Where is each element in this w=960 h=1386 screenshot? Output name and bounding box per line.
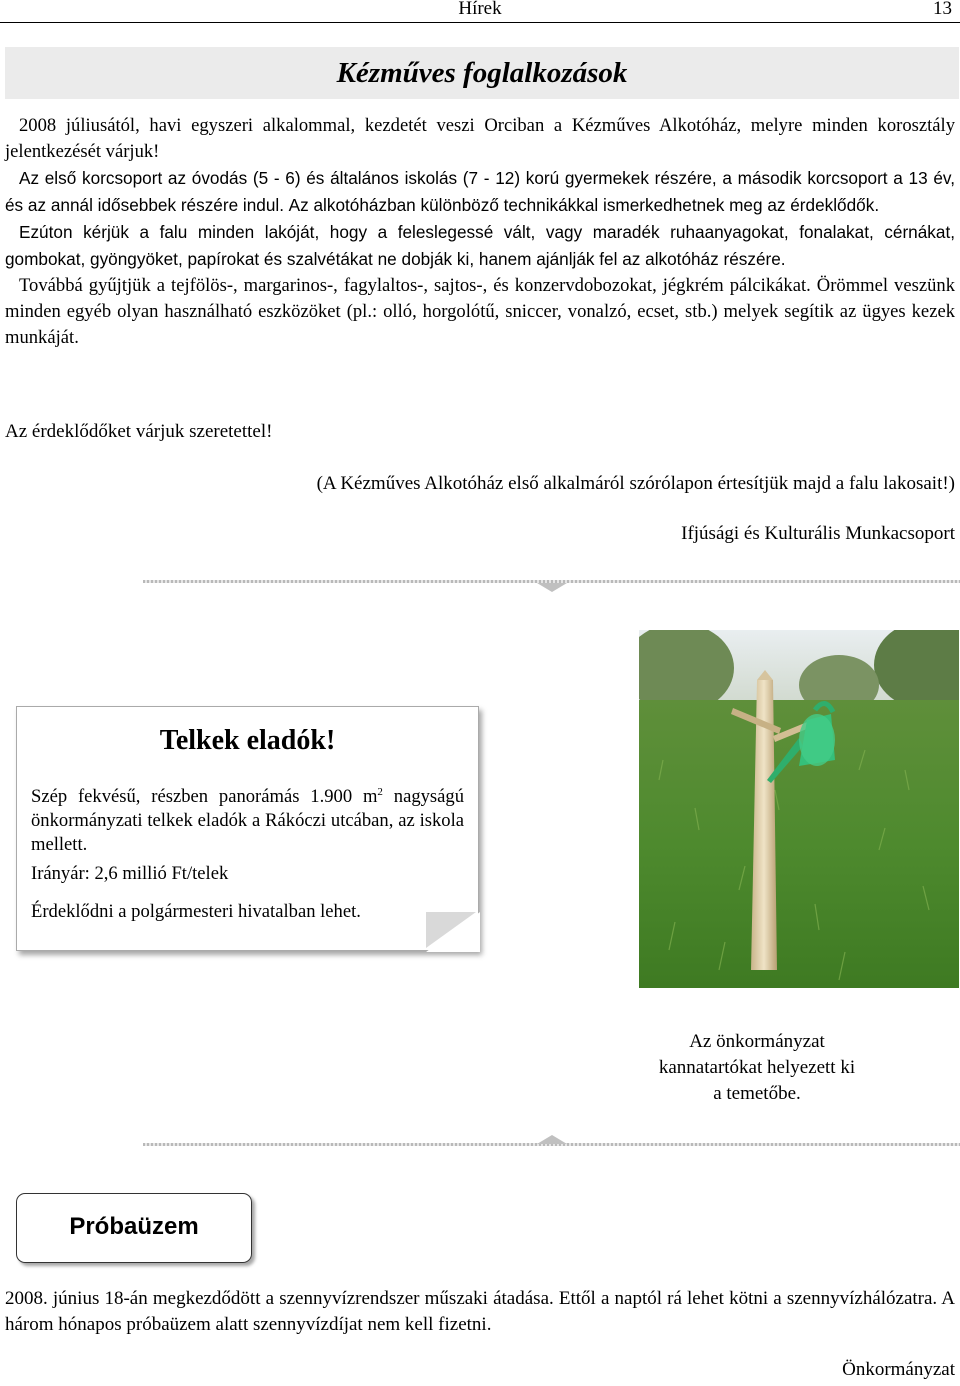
paragraph-collection: Továbbá gyűjtjük a tejfölös-, margarinos-, fagylaltos-, sajtos-, és konzervdobozokat, jégkrém pálcikákat. Örömmel veszünk minden egyéb olyan használható eszközöket (pl.: olló, horgolótű, sniccer, vonalzó, ecset, stb.) melyek segítik az ügyes kezek munkáját. [5,275,955,348]
article-title-banner [5,47,959,99]
caption-line-1: Az önkormányzat [689,1031,825,1052]
article-signature: Ifjúsági és Kulturális Munkacsoport [681,523,955,544]
square-meter-superscript: 2 [377,786,383,798]
welcome-line: Az érdeklődőket várjuk szeretettel! [5,421,273,442]
land-sale-notice [16,706,479,951]
notice-description-end: nagyságú önkormányzati telkek eladók a Rákóczi utcában, az iskola mellett. [31,786,464,856]
flyer-note: (A Kézműves Alkotóház első alkalmáról szórólapon értesítjük majd a falu lakosait!) [316,473,955,494]
sewer-announcement: 2008. június 18-án megkezdődött a szennyvízrendszer műszaki átadása. Ettől a naptól rá lehet kötni a szennyvízhálózatra. A három hónapos próbaüzem alatt szennyvízdíjat nem kell fizetni. [5,1288,955,1335]
header-rule [0,22,960,23]
page-number: 13 [933,0,952,19]
section-divider [143,580,960,585]
notice-contact: Érdeklődni a polgármesteri hivatalban lehet. [31,901,361,922]
paragraph-intro: 2008 júliusától, havi egyszeri alkalommal, kezdetét veszi Orciban a Kézműves Alkotóház, melyre minden korosztály jelentkezését várjuk! [5,115,955,162]
article-signature: Önkormányzat [842,1359,955,1380]
article-title: Kézműves foglalkozások [336,57,628,89]
caption-line-2: kannatartókat helyezett ki [658,1057,856,1078]
notice-title: Telkek eladók! [159,725,336,756]
notice-price: Irányár: 2,6 millió Ft/telek [31,863,229,884]
notice-description [31,780,464,857]
article-title-box [16,1193,252,1263]
age-groups-text: Az első korcsoport az óvodás (5 - 6) és általános iskolás (7 - 12) korú gyermekek részére, a második korcsoport a 13 év, és az annál idősebbek részére indul. [5,168,955,215]
techniques-text: Az alkotóházban különböző technikákkal ismerkedhetnek meg az érdeklődők. [288,195,880,215]
donations-text: Ezúton kérjük a falu minden lakóját, hogy a feleslegessé vált, vagy maradék ruhaanyagokat, fonalakat, cérnákat, gombokat, gyöngyöket, papírokat és szalvétákat ne dobják ki, hanem ajánlják fel az alkotóház részére. [5,222,955,269]
paragraph-donations [5,219,955,273]
section-divider [143,1143,960,1148]
watering-can-holder-photo [639,630,959,988]
notice-description-start: Szép fekvésű, részben panorámás 1.900 m [31,786,378,808]
page-curl-shade [426,912,476,948]
article-body [5,113,955,351]
photo-caption [627,1029,887,1107]
caption-line-3: a temetőbe. [713,1083,801,1104]
photo-illustration [639,630,959,988]
paragraph-age-groups [5,165,955,219]
running-header-section: Hírek [458,0,502,19]
article-title: Próbaüzem [69,1213,199,1240]
